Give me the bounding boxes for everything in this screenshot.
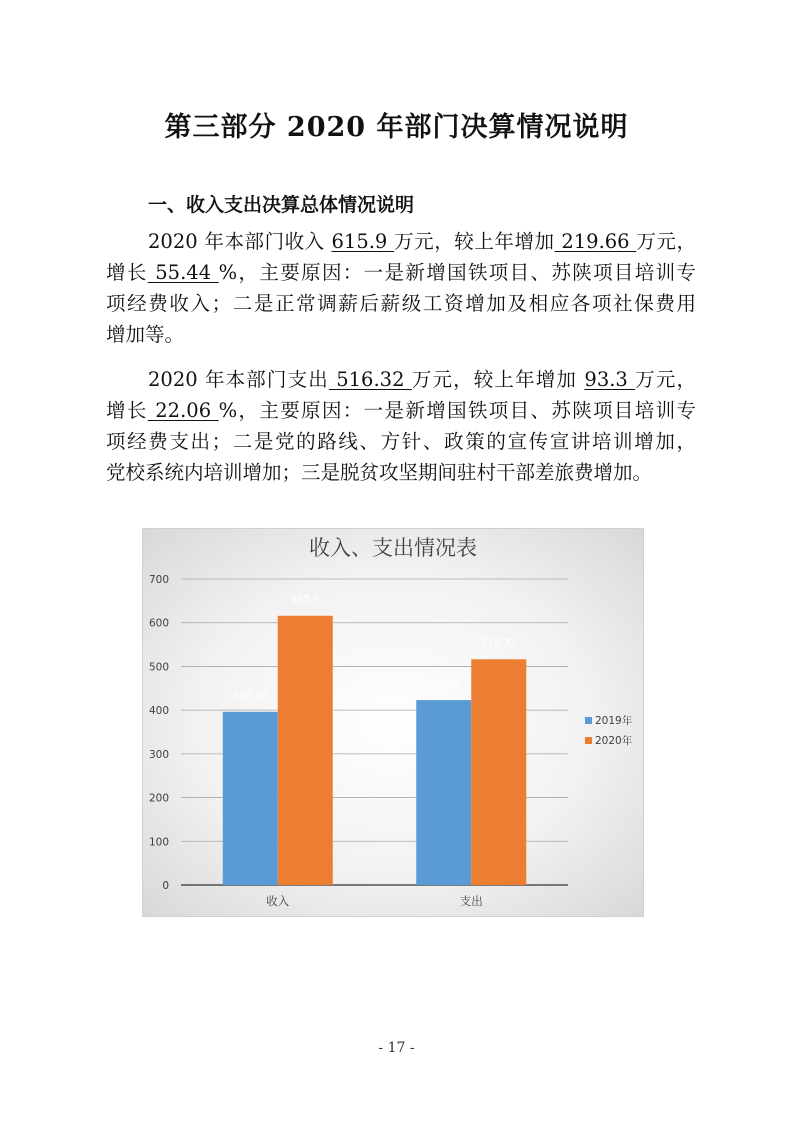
y-tick-label: 100 [148, 836, 169, 849]
bar-2019 [223, 712, 278, 885]
income-amount: 615.9 [331, 230, 395, 253]
income-expenditure-chart [142, 528, 644, 917]
data-label: 396.24 [232, 689, 268, 701]
expenditure-paragraph [106, 364, 696, 488]
chart-title: 收入、支出情况表 [309, 536, 477, 560]
income-line-1: 2020 年本部门收入 615.9 万元，较上年增加 219.66 万元， [148, 230, 696, 253]
data-label: 615.9 [290, 593, 320, 605]
legend-swatch [585, 717, 592, 724]
expenditure-line-2: 增长 22.06 %，主要原因：一是新增国铁项目、苏陕项目培训专 [106, 399, 696, 422]
y-tick-label: 0 [162, 880, 169, 892]
legend-swatch [585, 737, 592, 744]
y-tick-label: 300 [148, 748, 169, 761]
y-tick-label: 400 [148, 705, 169, 718]
data-label: 516.32 [481, 637, 517, 649]
income-line-4: 增加等。 [106, 323, 185, 346]
bar-2020 [471, 659, 526, 885]
income-growth-rate: 55.44 [147, 261, 219, 284]
section-heading: 一、收入支出决算总体情况说明 [148, 194, 415, 216]
data-label: 423.02 [426, 678, 462, 690]
y-tick-label: 200 [148, 792, 169, 805]
bar-2019 [416, 700, 471, 885]
bar-chart-svg [143, 529, 643, 916]
y-tick-label: 700 [148, 574, 169, 586]
page-title: 第三部分 2020 年部门决算情况说明 [164, 112, 629, 143]
y-tick-label: 500 [148, 661, 169, 674]
income-line-3: 项经费收入；二是正常调薪后薪级工资增加及相应各项社保费用 [106, 292, 696, 315]
x-tick-label: 收入 [266, 894, 290, 908]
income-paragraph [106, 226, 696, 350]
expenditure-growth-rate: 22.06 [147, 399, 219, 422]
legend-label: 2019年 [595, 715, 633, 727]
income-increase: 219.66 [554, 230, 637, 253]
page-number: - 17 - [378, 1040, 415, 1056]
bar-2020 [278, 616, 333, 885]
expenditure-amount: 516.32 [328, 368, 412, 391]
x-tick-label: 支出 [459, 894, 483, 908]
income-line-2: 增长 55.44 %，主要原因：一是新增国铁项目、苏陕项目培训专 [106, 261, 696, 284]
legend-label: 2020年 [595, 735, 633, 747]
expenditure-line-1: 2020 年本部门支出 516.32 万元，较上年增加 93.3 万元， [148, 368, 696, 391]
y-tick-label: 600 [148, 617, 169, 630]
expenditure-line-3: 项经费支出；二是党的路线、方针、政策的宣传宣讲培训增加， [106, 430, 696, 453]
expenditure-increase: 93.3 [584, 368, 636, 391]
expenditure-line-4: 党校系统内培训增加；三是脱贫攻坚期间驻村干部差旅费增加。 [106, 461, 653, 484]
